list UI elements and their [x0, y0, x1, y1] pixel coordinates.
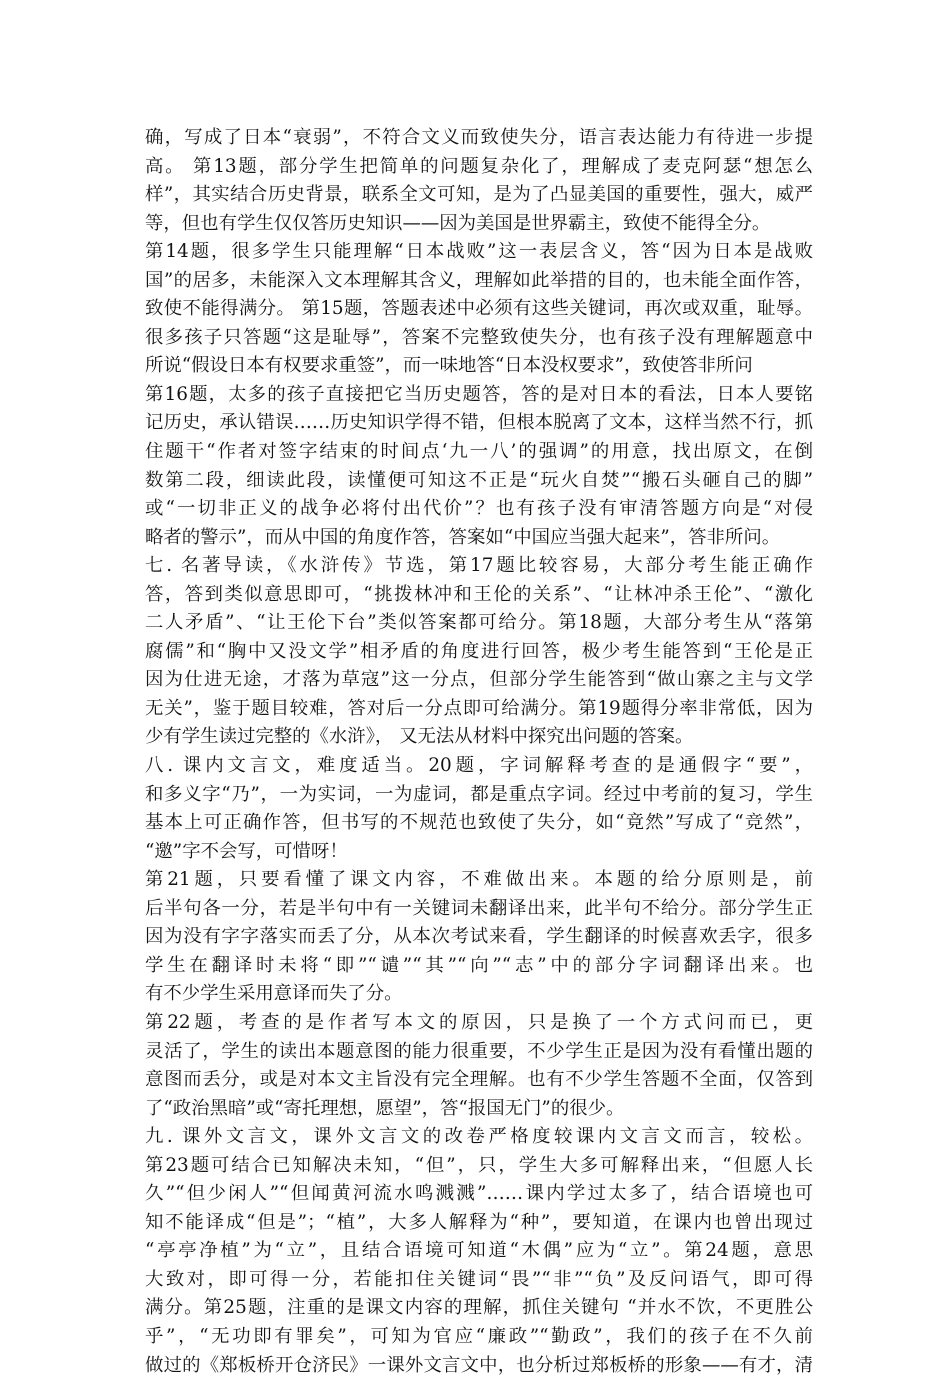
text-line: 国”的居多，未能深入文本理解其含义，理解如此举措的目的，也未能全面作答， — [145, 269, 813, 291]
text-line: 或“一切非正义的战争必将付出代价”？也有孩子没有审清答题方向是“对侵 — [145, 498, 813, 520]
text-line: 第23题可结合已知解决未知，“但”，只，学生大多可解释出来，“但愿人长 — [145, 1154, 813, 1176]
text-line: 第16题，太多的孩子直接把它当历史题答，答的是对日本的看法，日本人要铭 — [145, 383, 813, 405]
text-line: 确，写成了日本“衰弱”，不符合文义而致使失分，语言表达能力有待进一步提 — [145, 127, 813, 148]
text-line: 基本上可正确作答，但书写的不规范也致使了失分，如“竟然”写成了“竞然”， — [145, 812, 813, 834]
text-line: 大致对，即可得一分，若能扣住关键词“畏”“非”“负”及反问语气，即可得 — [145, 1268, 813, 1290]
text-line: 略者的警示”，而从中国的角度作答，答案如“中国应当强大起来”，答非所问。 — [145, 526, 781, 548]
text-line: 满分。第25题，注重的是课文内容的理解，抓住关键句 “并水不饮，不更胜公 — [145, 1297, 813, 1319]
text-line: 所说“假设日本有权要求重签”，而一味地答“日本没权要求”，致使答非所问 — [145, 355, 753, 377]
text-line: 样”，其实结合历史背景，联系全文可知，是为了凸显美国的重要性，强大，威严 — [145, 184, 813, 206]
text-line: 记历史，承认错误……历史知识学得不错，但根本脱离了文本，这样当然不行，抓 — [145, 412, 813, 434]
text-line: 等，但也有学生仅仅答历史知识——因为美国是世界霸主，致使不能得全分。 — [145, 212, 771, 234]
text-line: 住题干“作者对签字结束的时间点‘九一八’的强调”的用意，找出原文，在倒 — [145, 441, 813, 463]
text-line: 意图而丢分，或是对本文主旨没有完全理解。也有不少学生答题不全面，仅答到 — [145, 1069, 813, 1091]
text-line: 无关”，鉴于题目较难，答对后一分点即可给满分。第19题得分率非常低，因为 — [145, 697, 813, 719]
text-line: 腐儒”和“胸中又没文学”相矛盾的角度进行回答，极少考生能答到“王伦是正 — [145, 640, 813, 662]
text-line: 答，答到类似意思即可，“挑拨林冲和王伦的关系”、“让林冲杀王伦”、“激化 — [145, 583, 813, 605]
text-line: 做过的《郑板桥开仓济民》一课外文言文中，也分析过郑板桥的形象——有才，清 — [145, 1354, 813, 1376]
text-line: 致使不能得满分。 第15题，答题表述中必须有这些关键词，再次或双重，耻辱。 — [145, 298, 813, 320]
text-line: 很多孩子只答题“这是耻辱”，答案不完整致使失分，也有孩子没有理解题意中 — [145, 326, 813, 348]
text-line: 知不能译成“但是”；“植”，大多人解释为“种”，要知道，在课内也曾出现过 — [145, 1211, 813, 1233]
text-line: 后半句各一分，若是半句中有一关键词未翻译出来，此半句不给分。部分学生正 — [145, 897, 813, 919]
text-line: 七. 名著导读，《水浒传》节选，第17题比较容易，大部分考生能正确作 — [145, 555, 813, 577]
document-body — [145, 124, 813, 1380]
text-line: 九. 课外文言文，课外文言文的改卷严格度较课内文言文而言，较松。 — [145, 1126, 813, 1148]
text-line: 因为没有字字落实而丢了分，从本次考试来看，学生翻译的时候喜欢丢字，很多 — [145, 926, 813, 948]
text-line: 八. 课内文言文，难度适当。20题，字词解释考查的是通假字“要”， — [145, 755, 813, 777]
text-line: 了“政治黑暗”或“寄托理想，愿望”，答“报国无门”的很少。 — [145, 1097, 625, 1119]
text-line: “邀”字不会写，可惜呀！ — [145, 840, 348, 862]
text-line: “亭亭净植”为“立”，且结合语境可知道“木偶”应为“立”。第24题，意思 — [145, 1240, 813, 1262]
text-line: 第14题，很多学生只能理解“日本战败”这一表层含义，答“因为日本是战败 — [145, 241, 813, 263]
text-line: 高。 第13题，部分学生把简单的问题复杂化了，理解成了麦克阿瑟“想怎么 — [145, 155, 813, 177]
text-line: 第21题，只要看懂了课文内容，不难做出来。本题的给分原则是，前 — [145, 869, 813, 891]
text-line: 数第二段，细读此段，读懂便可知这不正是“玩火自焚”“搬石头砸自己的脚” — [145, 469, 813, 491]
text-line: 二人矛盾”、“让王伦下台”类似答案都可给分。第18题，大部分考生从“落第 — [145, 612, 813, 634]
text-line: 第22题，考查的是作者写本文的原因，只是换了一个方式问而已，更 — [145, 1011, 813, 1033]
text-line: 久”“但少闲人”“但闻黄河流水鸣溅溅”……课内学过太多了，结合语境也可 — [145, 1183, 813, 1205]
text-line: 和多义字“乃”，一为实词，一为虚词，都是重点字词。经过中考前的复习，学生 — [145, 783, 813, 805]
text-line: 少有学生读过完整的《水浒》， 又无法从材料中探究出问题的答案。 — [145, 726, 694, 748]
text-line: 学生在翻译时未将“即”“谴”“其”“向”“志”中的部分字词翻译出来。也 — [145, 954, 813, 976]
text-line: 因为仕进无途，才落为草寇”这一分点，但部分学生能答到“做山寨之主与文学 — [145, 669, 813, 691]
text-line: 乎”，“无功即有罪矣”，可知为官应“廉政”“勤政”，我们的孩子在不久前 — [145, 1325, 813, 1347]
text-line: 灵活了，学生的读出本题意图的能力很重要，不少学生正是因为没有看懂出题的 — [145, 1040, 813, 1062]
text-line: 有不少学生采用意译而失了分。 — [145, 983, 403, 1005]
